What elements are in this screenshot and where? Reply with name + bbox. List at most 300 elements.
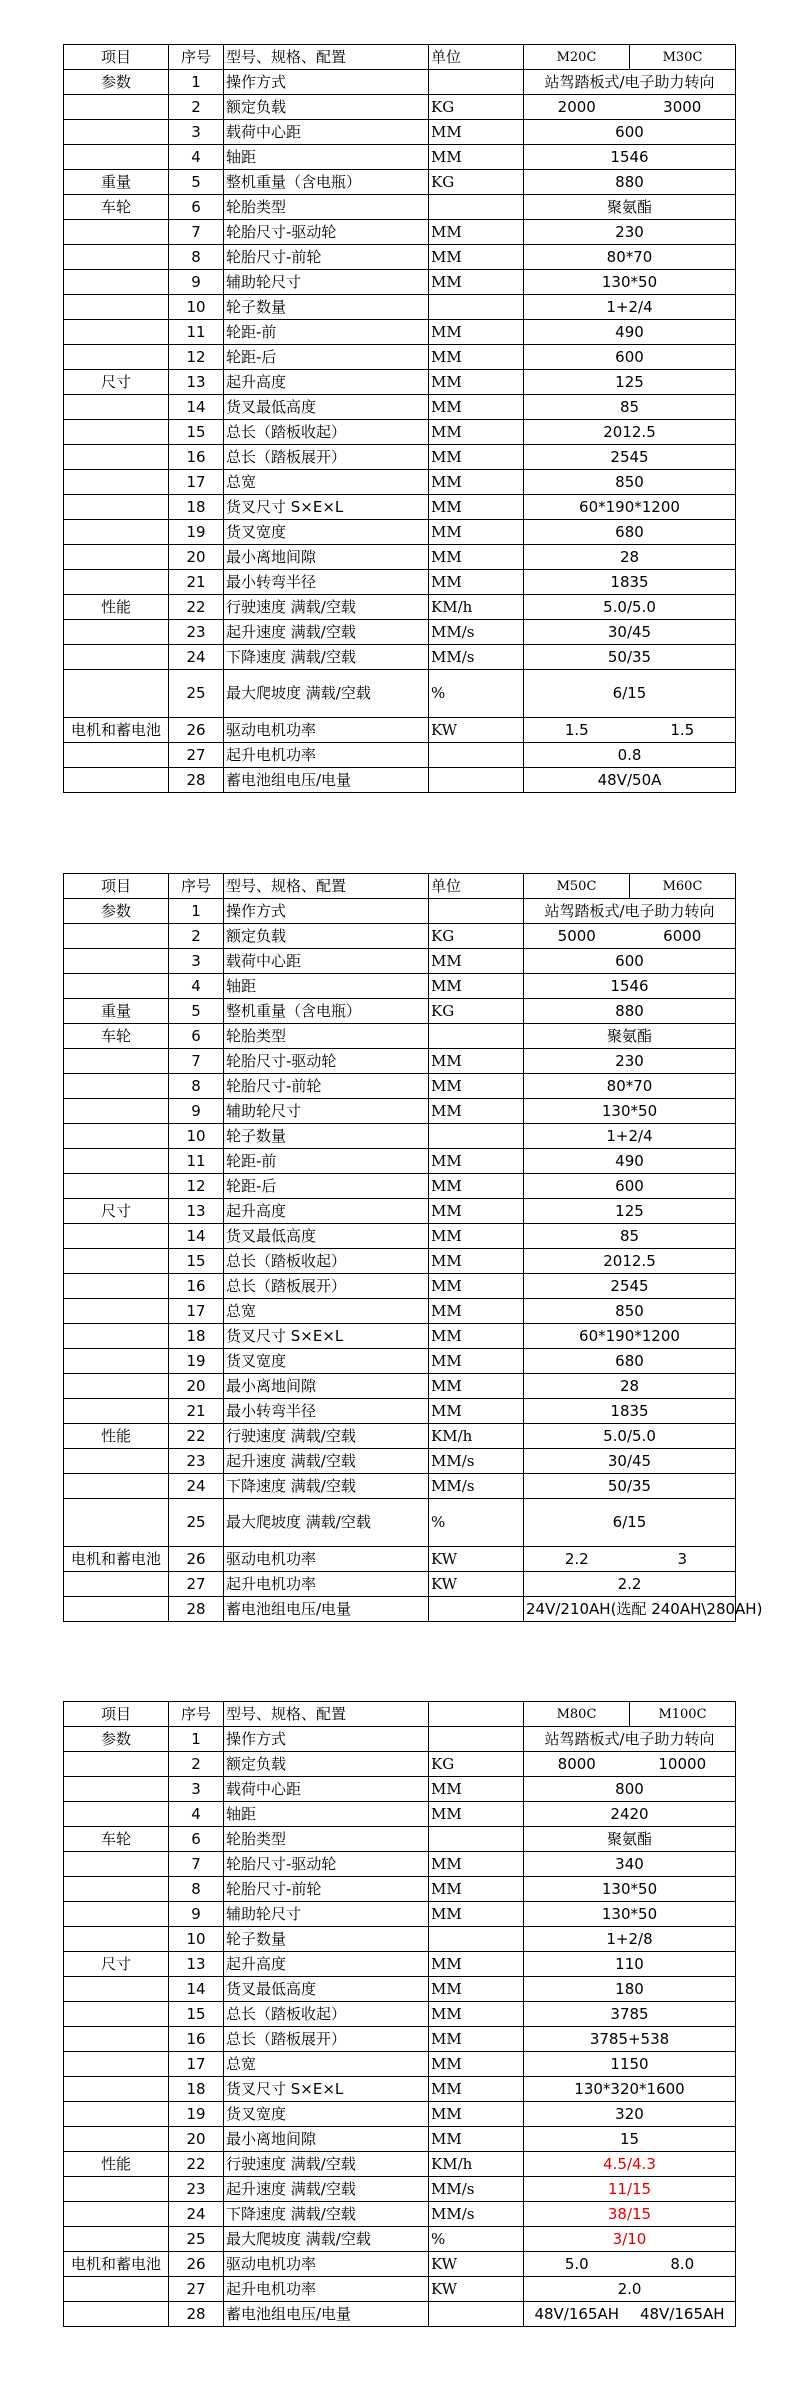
header-number: 序号 (169, 874, 224, 899)
row-value: 80*70 (524, 245, 736, 270)
table-row (64, 1149, 736, 1174)
row-value-model-1: 2.2 (524, 1547, 630, 1572)
row-spec-name: 最小转弯半径 (224, 1399, 429, 1424)
row-unit: MM/s (429, 2177, 524, 2202)
row-category (64, 1597, 169, 1622)
row-number: 2 (169, 1752, 224, 1777)
row-category (64, 570, 169, 595)
row-value: 230 (524, 1049, 736, 1074)
row-spec-name: 下降速度 满载/空载 (224, 1474, 429, 1499)
table-row (64, 1399, 736, 1424)
row-category: 尺寸 (64, 1952, 169, 1977)
row-unit: MM (429, 2127, 524, 2152)
row-spec-name: 轮子数量 (224, 1927, 429, 1952)
row-category (64, 1349, 169, 1374)
row-value: 5.0/5.0 (524, 595, 736, 620)
row-number: 5 (169, 170, 224, 195)
table-row (64, 1424, 736, 1449)
row-category: 车轮 (64, 1024, 169, 1049)
row-value: 110 (524, 1952, 736, 1977)
row-unit: KW (429, 1547, 524, 1572)
row-category (64, 1977, 169, 2002)
row-number: 27 (169, 2277, 224, 2302)
row-value: 85 (524, 1224, 736, 1249)
row-spec-name: 最小离地间隙 (224, 1374, 429, 1399)
table-row (64, 270, 736, 295)
header-model-1: M80C (524, 1702, 630, 1727)
row-value: 1835 (524, 570, 736, 595)
row-category (64, 768, 169, 793)
row-number: 15 (169, 2002, 224, 2027)
row-value: 50/35 (524, 1474, 736, 1499)
row-unit (429, 70, 524, 95)
row-spec-name: 额定负载 (224, 95, 429, 120)
row-number: 17 (169, 2052, 224, 2077)
row-value-model-2: 48V/165AH (630, 2302, 736, 2327)
row-value: 站驾踏板式/电子助力转向 (524, 899, 736, 924)
row-category (64, 1049, 169, 1074)
table-row (64, 2252, 736, 2277)
row-unit: MM (429, 1952, 524, 1977)
row-spec-name: 下降速度 满载/空载 (224, 645, 429, 670)
row-spec-name: 最大爬坡度 满载/空载 (224, 1499, 429, 1547)
row-number: 14 (169, 395, 224, 420)
row-category (64, 2102, 169, 2127)
row-value: 28 (524, 545, 736, 570)
table-row (64, 345, 736, 370)
row-unit: KW (429, 718, 524, 743)
table-row (64, 170, 736, 195)
row-spec-name: 起升电机功率 (224, 2277, 429, 2302)
table-header-row (64, 45, 736, 70)
row-category (64, 2127, 169, 2152)
row-spec-name: 辅助轮尺寸 (224, 1099, 429, 1124)
row-number: 2 (169, 95, 224, 120)
row-category (64, 1802, 169, 1827)
row-number: 15 (169, 420, 224, 445)
row-category (64, 2227, 169, 2252)
row-number: 13 (169, 1199, 224, 1224)
row-number: 1 (169, 899, 224, 924)
row-category (64, 2177, 169, 2202)
row-number: 19 (169, 520, 224, 545)
table-row (64, 1927, 736, 1952)
row-unit: MM/s (429, 1474, 524, 1499)
row-number: 10 (169, 295, 224, 320)
row-unit: MM (429, 1049, 524, 1074)
header-category: 项目 (64, 874, 169, 899)
table-row (64, 1324, 736, 1349)
row-unit: MM (429, 345, 524, 370)
row-number: 9 (169, 270, 224, 295)
row-value: 聚氨酯 (524, 1827, 736, 1852)
table-row (64, 1977, 736, 2002)
table-row (64, 1877, 736, 1902)
row-category (64, 670, 169, 718)
row-value-model-1: 1.5 (524, 718, 630, 743)
row-category (64, 1777, 169, 1802)
row-category: 性能 (64, 1424, 169, 1449)
header-model-1: M50C (524, 874, 630, 899)
row-number: 18 (169, 2077, 224, 2102)
row-category: 性能 (64, 2152, 169, 2177)
row-value: 1835 (524, 1399, 736, 1424)
row-number: 27 (169, 1572, 224, 1597)
row-number: 21 (169, 570, 224, 595)
row-spec-name: 起升电机功率 (224, 743, 429, 768)
row-value-model-1: 5000 (524, 924, 630, 949)
row-unit: KG (429, 999, 524, 1024)
header-unit: 单位 (429, 45, 524, 70)
header-spec-name: 型号、规格、配置 (224, 874, 429, 899)
row-value: 600 (524, 949, 736, 974)
row-category (64, 1149, 169, 1174)
row-value: 850 (524, 1299, 736, 1324)
header-category: 项目 (64, 1702, 169, 1727)
row-number: 6 (169, 195, 224, 220)
row-value: 600 (524, 345, 736, 370)
row-value: 490 (524, 320, 736, 345)
row-spec-name: 总长（踏板收起） (224, 1249, 429, 1274)
row-value: 5.0/5.0 (524, 1424, 736, 1449)
table-row (64, 520, 736, 545)
row-spec-name: 轮胎尺寸-前轮 (224, 1877, 429, 1902)
row-spec-name: 轴距 (224, 1802, 429, 1827)
table-row (64, 743, 736, 768)
row-spec-name: 起升速度 满载/空载 (224, 2177, 429, 2202)
row-value: 1+2/4 (524, 295, 736, 320)
row-unit (429, 1827, 524, 1852)
table-row (64, 1572, 736, 1597)
row-unit: KW (429, 2277, 524, 2302)
table-row (64, 1777, 736, 1802)
row-number: 16 (169, 1274, 224, 1299)
header-model-2: M100C (630, 1702, 736, 1727)
table-row (64, 545, 736, 570)
row-spec-name: 货叉宽度 (224, 2102, 429, 2127)
row-unit: MM/s (429, 645, 524, 670)
row-unit (429, 1727, 524, 1752)
row-value: 50/35 (524, 645, 736, 670)
row-value: 1+2/8 (524, 1927, 736, 1952)
table-row (64, 999, 736, 1024)
row-unit: MM (429, 1099, 524, 1124)
table-row (64, 420, 736, 445)
row-unit: MM (429, 320, 524, 345)
table-row (64, 1124, 736, 1149)
table-row (64, 395, 736, 420)
row-value: 11/15 (524, 2177, 736, 2202)
spec-table-m80c-m100c (63, 1701, 736, 2327)
row-number: 4 (169, 974, 224, 999)
row-category (64, 1324, 169, 1349)
row-category (64, 245, 169, 270)
row-number: 13 (169, 370, 224, 395)
row-number: 11 (169, 1149, 224, 1174)
row-value: 站驾踏板式/电子助力转向 (524, 70, 736, 95)
row-value-model-2: 10000 (630, 1752, 736, 1777)
row-spec-name: 轴距 (224, 145, 429, 170)
row-unit: MM (429, 120, 524, 145)
row-unit: KG (429, 924, 524, 949)
row-number: 26 (169, 1547, 224, 1572)
row-number: 28 (169, 768, 224, 793)
row-category: 尺寸 (64, 370, 169, 395)
row-spec-name: 货叉宽度 (224, 1349, 429, 1374)
row-spec-name: 轮距-前 (224, 1149, 429, 1174)
row-spec-name: 辅助轮尺寸 (224, 1902, 429, 1927)
row-spec-name: 最大爬坡度 满载/空载 (224, 2227, 429, 2252)
row-unit (429, 899, 524, 924)
row-value: 2420 (524, 1802, 736, 1827)
row-unit: KM/h (429, 2152, 524, 2177)
header-unit: 单位 (429, 874, 524, 899)
row-category (64, 1399, 169, 1424)
table-row (64, 470, 736, 495)
row-unit: MM (429, 1224, 524, 1249)
row-spec-name: 轮胎尺寸-驱动轮 (224, 220, 429, 245)
row-spec-name: 轮胎类型 (224, 1024, 429, 1049)
row-value: 1546 (524, 974, 736, 999)
table-row (64, 899, 736, 924)
row-value: 48V/50A (524, 768, 736, 793)
row-category (64, 345, 169, 370)
row-spec-name: 轮距-后 (224, 345, 429, 370)
row-unit: MM (429, 2027, 524, 2052)
row-unit: MM/s (429, 1449, 524, 1474)
table-row (64, 1597, 736, 1622)
row-value-model-2: 1.5 (630, 718, 736, 743)
row-category (64, 1374, 169, 1399)
table-row (64, 1952, 736, 1977)
row-value-model-1: 48V/165AH (524, 2302, 630, 2327)
row-value: 880 (524, 170, 736, 195)
row-number: 28 (169, 1597, 224, 1622)
row-number: 23 (169, 2177, 224, 2202)
row-category (64, 470, 169, 495)
row-spec-name: 起升速度 满载/空载 (224, 620, 429, 645)
row-unit (429, 1124, 524, 1149)
row-spec-name: 整机重量（含电瓶） (224, 170, 429, 195)
row-number: 8 (169, 1074, 224, 1099)
row-spec-name: 总长（踏板展开） (224, 2027, 429, 2052)
row-spec-name: 操作方式 (224, 1727, 429, 1752)
row-spec-name: 总长（踏板展开） (224, 445, 429, 470)
row-unit: KG (429, 95, 524, 120)
row-unit (429, 1024, 524, 1049)
row-category (64, 95, 169, 120)
table-header-row (64, 1702, 736, 1727)
row-number: 3 (169, 1777, 224, 1802)
row-value: 230 (524, 220, 736, 245)
row-category (64, 520, 169, 545)
row-number: 1 (169, 1727, 224, 1752)
row-category (64, 1124, 169, 1149)
row-value: 60*190*1200 (524, 495, 736, 520)
row-number: 14 (169, 1224, 224, 1249)
row-unit (429, 295, 524, 320)
row-unit: MM/s (429, 2202, 524, 2227)
row-category: 电机和蓄电池 (64, 718, 169, 743)
row-unit: MM/s (429, 620, 524, 645)
row-spec-name: 总宽 (224, 2052, 429, 2077)
row-unit: KM/h (429, 595, 524, 620)
row-unit (429, 195, 524, 220)
row-unit: MM (429, 270, 524, 295)
row-spec-name: 起升速度 满载/空载 (224, 1449, 429, 1474)
row-value: 130*50 (524, 1877, 736, 1902)
row-category (64, 2202, 169, 2227)
row-value: 130*50 (524, 270, 736, 295)
row-spec-name: 轮胎类型 (224, 195, 429, 220)
table-row (64, 949, 736, 974)
row-spec-name: 轮胎类型 (224, 1827, 429, 1852)
row-number: 1 (169, 70, 224, 95)
row-value: 聚氨酯 (524, 195, 736, 220)
row-category: 电机和蓄电池 (64, 1547, 169, 1572)
row-number: 25 (169, 1499, 224, 1547)
table-row (64, 320, 736, 345)
row-spec-name: 货叉尺寸 S×E×L (224, 2077, 429, 2102)
table-row (64, 1299, 736, 1324)
row-category (64, 1274, 169, 1299)
row-value: 60*190*1200 (524, 1324, 736, 1349)
row-value: 2012.5 (524, 1249, 736, 1274)
row-spec-name: 货叉宽度 (224, 520, 429, 545)
row-number: 12 (169, 345, 224, 370)
row-number: 19 (169, 1349, 224, 1374)
row-unit: % (429, 1499, 524, 1547)
row-category (64, 270, 169, 295)
row-category: 电机和蓄电池 (64, 2252, 169, 2277)
row-category (64, 1499, 169, 1547)
row-value: 850 (524, 470, 736, 495)
row-value: 24V/210AH(选配 240AH\280AH) (524, 1597, 736, 1622)
row-spec-name: 驱动电机功率 (224, 718, 429, 743)
table-row (64, 2077, 736, 2102)
row-spec-name: 额定负载 (224, 924, 429, 949)
row-number: 3 (169, 120, 224, 145)
row-number: 14 (169, 1977, 224, 2002)
table-row (64, 924, 736, 949)
header-spec-name: 型号、规格、配置 (224, 1702, 429, 1727)
row-value: 340 (524, 1852, 736, 1877)
row-spec-name: 轴距 (224, 974, 429, 999)
row-unit: MM (429, 949, 524, 974)
row-category: 性能 (64, 595, 169, 620)
row-number: 7 (169, 220, 224, 245)
row-value: 880 (524, 999, 736, 1024)
table-row (64, 2227, 736, 2252)
row-number: 22 (169, 595, 224, 620)
row-spec-name: 辅助轮尺寸 (224, 270, 429, 295)
row-value: 800 (524, 1777, 736, 1802)
header-model-2: M60C (630, 874, 736, 899)
row-number: 8 (169, 1877, 224, 1902)
header-number: 序号 (169, 1702, 224, 1727)
row-category: 参数 (64, 70, 169, 95)
row-unit: MM (429, 1149, 524, 1174)
table-row (64, 1199, 736, 1224)
row-value: 320 (524, 2102, 736, 2127)
row-spec-name: 货叉尺寸 S×E×L (224, 1324, 429, 1349)
table-row (64, 2127, 736, 2152)
row-value: 130*50 (524, 1902, 736, 1927)
table-row (64, 670, 736, 718)
row-number: 25 (169, 670, 224, 718)
row-spec-name: 最大爬坡度 满载/空载 (224, 670, 429, 718)
row-spec-name: 额定负载 (224, 1752, 429, 1777)
row-number: 21 (169, 1399, 224, 1424)
table-row (64, 645, 736, 670)
row-spec-name: 起升高度 (224, 370, 429, 395)
row-value-model-1: 2000 (524, 95, 630, 120)
row-number: 9 (169, 1099, 224, 1124)
row-value: 1546 (524, 145, 736, 170)
row-value: 125 (524, 370, 736, 395)
row-number: 24 (169, 1474, 224, 1499)
row-value: 聚氨酯 (524, 1024, 736, 1049)
row-number: 17 (169, 470, 224, 495)
row-unit: KW (429, 1572, 524, 1597)
table-row (64, 1547, 736, 1572)
spec-table-m20c-m30c (63, 44, 736, 793)
row-number: 9 (169, 1902, 224, 1927)
row-spec-name: 轮胎尺寸-前轮 (224, 1074, 429, 1099)
row-category: 重量 (64, 999, 169, 1024)
row-number: 24 (169, 645, 224, 670)
row-value: 130*50 (524, 1099, 736, 1124)
table-row (64, 1349, 736, 1374)
row-category (64, 1902, 169, 1927)
row-spec-name: 载荷中心距 (224, 120, 429, 145)
table-row (64, 768, 736, 793)
row-number: 22 (169, 1424, 224, 1449)
table-row (64, 974, 736, 999)
row-value: 38/15 (524, 2202, 736, 2227)
row-value: 490 (524, 1149, 736, 1174)
row-number: 19 (169, 2102, 224, 2127)
row-spec-name: 最小转弯半径 (224, 570, 429, 595)
row-category (64, 120, 169, 145)
table-row (64, 1752, 736, 1777)
row-number: 6 (169, 1827, 224, 1852)
row-category (64, 395, 169, 420)
row-unit (429, 1927, 524, 1952)
row-spec-name: 行驶速度 满载/空载 (224, 2152, 429, 2177)
row-number: 18 (169, 1324, 224, 1349)
table-row (64, 1802, 736, 1827)
row-unit: MM (429, 1074, 524, 1099)
row-category (64, 743, 169, 768)
row-category (64, 1299, 169, 1324)
row-spec-name: 轮距-后 (224, 1174, 429, 1199)
table-row (64, 1852, 736, 1877)
row-category (64, 1474, 169, 1499)
row-unit: MM (429, 445, 524, 470)
table-row (64, 1099, 736, 1124)
row-unit: MM (429, 1902, 524, 1927)
row-spec-name: 总长（踏板展开） (224, 1274, 429, 1299)
row-unit: MM (429, 220, 524, 245)
row-category (64, 295, 169, 320)
row-spec-name: 蓄电池组电压/电量 (224, 768, 429, 793)
row-category (64, 445, 169, 470)
row-spec-name: 货叉最低高度 (224, 1224, 429, 1249)
row-value: 0.8 (524, 743, 736, 768)
row-unit: MM (429, 1199, 524, 1224)
table-row (64, 1049, 736, 1074)
